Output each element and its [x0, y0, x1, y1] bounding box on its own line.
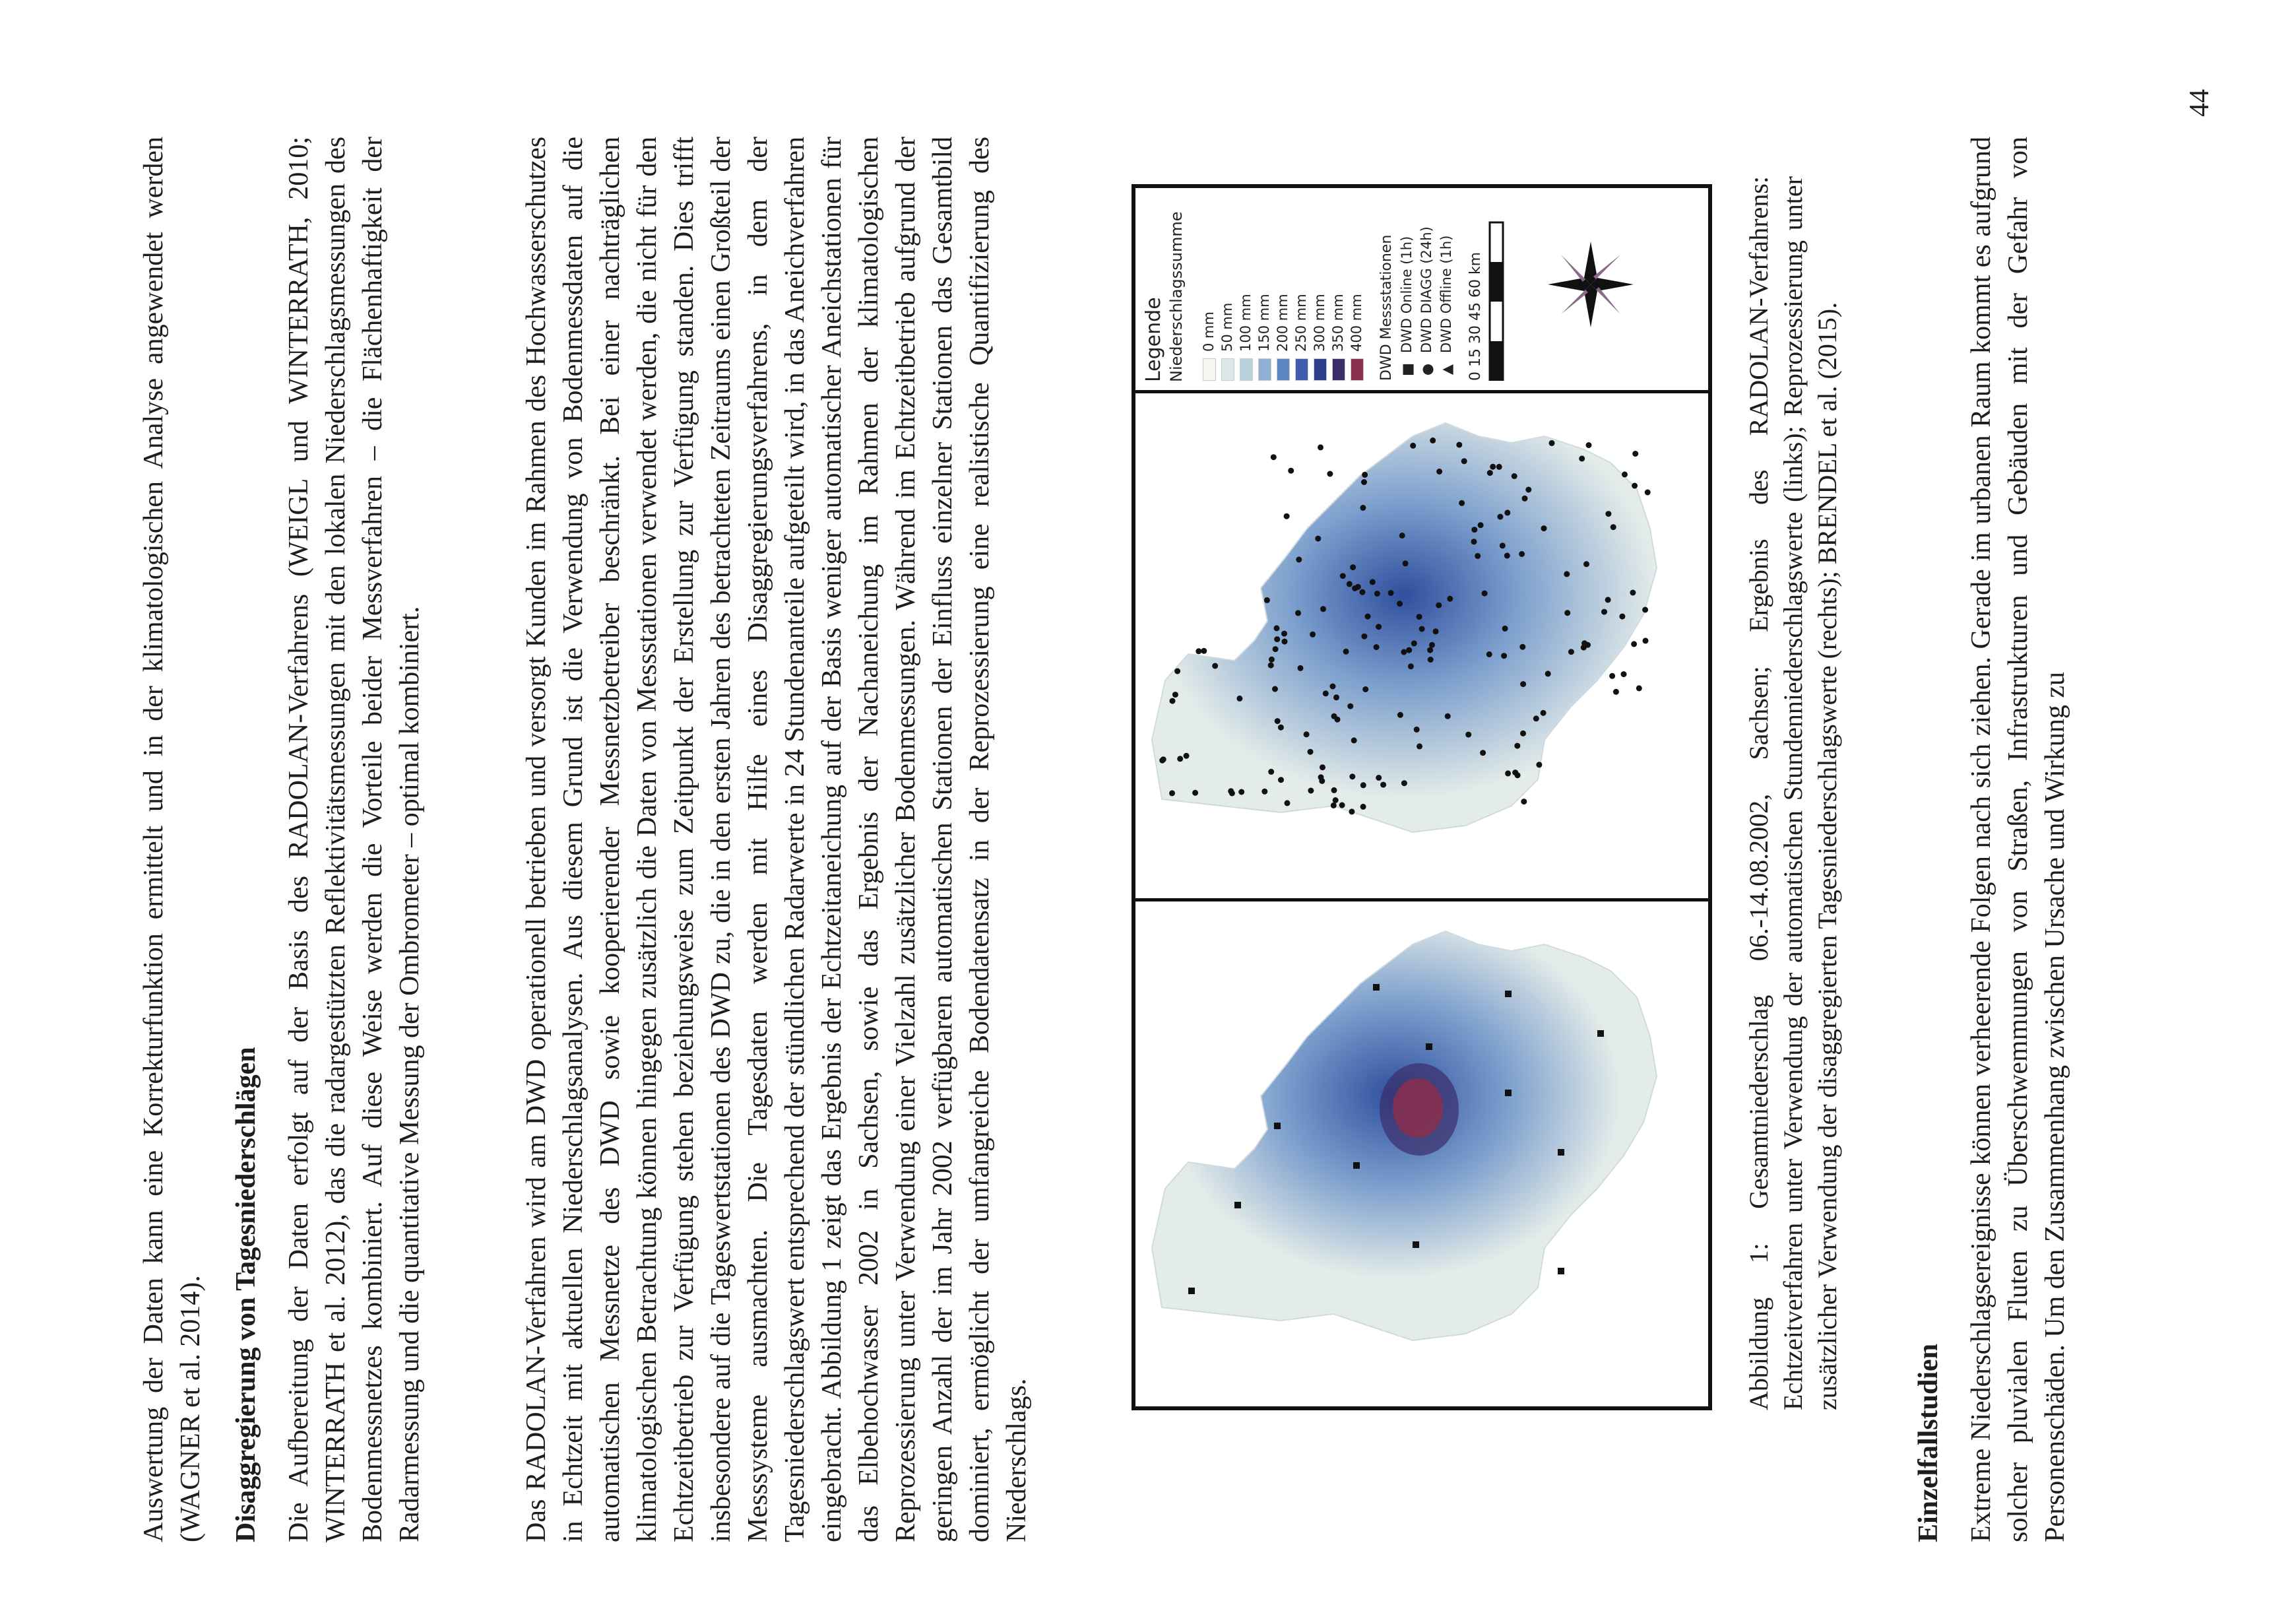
station-dot	[1285, 800, 1291, 806]
station-dot	[1274, 636, 1280, 642]
station-dot	[1271, 454, 1277, 460]
station-dot	[1380, 782, 1386, 788]
station-dot	[1490, 464, 1496, 470]
legend-class-row	[1349, 294, 1364, 381]
station-dot	[1360, 505, 1366, 511]
station-dot	[1272, 686, 1278, 692]
map-realtime-svg	[1135, 901, 1708, 1406]
station-dot	[1361, 479, 1367, 485]
station-dot	[1374, 644, 1380, 650]
station-dot	[1397, 601, 1403, 606]
station-dot	[1632, 451, 1638, 457]
station-dot	[1519, 644, 1525, 650]
legend-class-row	[1201, 311, 1216, 381]
station-dot	[1621, 671, 1627, 677]
figure-caption: Abbildung 1: Gesamtniederschlag 06.-14.08.2002, Sachsen; Ergebnis des RADOLAN-Verfahrens: Echtzeitverfahren unter Verwendung der automatischen Stundenniederschlagswerte (links); Reprozessierung unter zusätzlicher Verwendung der disaggregierten Tagesniederschlagswerte (rechts); BRENDEL et al. (2015).	[1744, 176, 1842, 1410]
legend-station-label: DWD Online (1h)	[1399, 236, 1415, 353]
station-dot	[1505, 770, 1511, 776]
station-dot	[1475, 553, 1481, 559]
station-dot	[1161, 756, 1166, 762]
station-dot	[1643, 638, 1649, 643]
station-dot	[1236, 696, 1242, 702]
section-disaggregation	[228, 137, 265, 1542]
station-dot	[1417, 743, 1422, 749]
paragraph-1	[280, 137, 428, 1542]
station-dot	[1331, 713, 1337, 719]
station-dot	[1177, 756, 1183, 762]
legend-class-row	[1275, 294, 1290, 381]
station-dot	[1360, 804, 1366, 810]
station-dot	[1264, 597, 1270, 603]
station-marker-icon: ■	[1399, 363, 1415, 376]
station-dot	[1497, 514, 1503, 520]
station-dot	[1520, 681, 1526, 687]
station-dot	[1619, 614, 1625, 620]
station-dot	[1533, 715, 1539, 721]
station-dot	[1519, 551, 1525, 557]
legend-swatch	[1221, 358, 1234, 381]
saxony-outline-right	[1152, 423, 1657, 832]
legend-swatch	[1258, 358, 1271, 381]
station-dot	[1192, 790, 1198, 796]
station-dot	[1601, 609, 1607, 615]
station-dot	[1419, 626, 1425, 632]
paragraph-3-text: Extreme Niederschlagsereignisse können verheerende Folgen nach sich ziehen. Gerade im urbanen Raum kommt es aufgrund solcher pluvialen Fluten zu Überschwemmungen von Straßen, Infrastrukturen und Gebäuden mit der Gefahr von Personenschäden. Um den Zusammenhang zwischen Ursache und Wirkung zu	[1966, 137, 2070, 1542]
station-dot	[1361, 634, 1367, 639]
station-dot	[1613, 689, 1619, 695]
station-dot	[1274, 625, 1280, 631]
station-dot	[1630, 590, 1636, 596]
station-dot	[1536, 762, 1542, 768]
station-dot	[1610, 524, 1616, 530]
station-dot	[1568, 649, 1574, 655]
station-dot	[1429, 642, 1435, 648]
station-dot	[1308, 749, 1314, 755]
legend-swatch	[1203, 358, 1216, 381]
station-dot	[1349, 773, 1355, 779]
station-dot	[1362, 686, 1368, 692]
station-dot	[1417, 614, 1422, 620]
station-dot	[1622, 471, 1628, 477]
heading-disaggregation: Disaggregierung von Tagesniederschlägen	[231, 1047, 261, 1542]
station-dot	[1411, 640, 1417, 646]
station-dot	[1642, 607, 1648, 613]
station-dot	[1360, 782, 1366, 788]
station-dot	[1512, 473, 1517, 479]
station-dot	[1347, 704, 1353, 709]
scale-bar-label: 0 15 30 45 60 km	[1467, 251, 1484, 381]
station-dot	[1428, 657, 1434, 663]
paragraph-2	[518, 137, 1035, 1542]
station-dot	[1636, 685, 1642, 691]
station-dot	[1333, 694, 1339, 700]
station-dot	[1522, 496, 1528, 502]
station-dot	[1323, 690, 1329, 696]
station-dot	[1174, 669, 1180, 674]
station-dot	[1288, 468, 1294, 474]
legend-swatch	[1277, 358, 1290, 381]
legend-class-row	[1294, 294, 1308, 381]
station-dot	[1298, 665, 1304, 671]
legend-station-label: DWD Offline (1h)	[1438, 235, 1454, 353]
station-dot	[1579, 455, 1585, 461]
station-dot	[1525, 487, 1531, 493]
legend-class-label: 150 mm	[1256, 294, 1272, 352]
station-dot	[1333, 797, 1339, 803]
figure-1	[1132, 184, 1712, 1410]
station-dot	[1304, 731, 1310, 737]
legend-swatch	[1332, 358, 1345, 381]
station-dot	[1282, 639, 1288, 645]
station-dot	[1501, 653, 1507, 659]
station-dot	[1310, 632, 1316, 638]
legend-class-label: 250 mm	[1293, 294, 1309, 352]
station-dot	[1201, 648, 1207, 654]
station-dot	[1545, 671, 1551, 676]
station-dot	[1275, 718, 1281, 724]
station-dot	[1465, 732, 1471, 738]
station-dot	[1212, 663, 1218, 669]
legend-class-label: 0 mm	[1201, 311, 1217, 352]
station-dot	[1169, 790, 1175, 796]
legend-class-label: 200 mm	[1275, 294, 1291, 352]
station-dot	[1261, 789, 1267, 795]
station-dot	[1269, 657, 1275, 663]
station-dot	[1427, 647, 1433, 653]
station-dot	[1541, 525, 1547, 531]
station-dot	[1268, 769, 1274, 775]
station-dot	[1318, 444, 1323, 450]
station-dot	[1351, 737, 1357, 743]
station-dot	[1541, 710, 1547, 716]
station-dot	[1482, 591, 1488, 597]
station-dot	[1320, 606, 1326, 612]
station-dot	[1268, 663, 1274, 669]
station-dot	[1410, 443, 1416, 449]
station-dot	[1330, 684, 1336, 690]
north-arrow-icon	[1545, 238, 1637, 331]
station-dot	[1414, 727, 1420, 733]
map-reprocessed-svg	[1135, 393, 1708, 898]
legend-stations-title: DWD Messstationen	[1378, 234, 1395, 381]
legend-swatch	[1295, 358, 1308, 381]
station-dot	[1327, 471, 1333, 477]
legend-class-label: 300 mm	[1312, 294, 1327, 352]
station-dot	[1504, 553, 1510, 559]
station-dot	[1605, 597, 1611, 603]
station-dot	[1447, 596, 1453, 602]
legend-class-row	[1312, 294, 1327, 381]
station-dot	[1632, 483, 1638, 489]
station-dot	[1430, 438, 1436, 443]
station-dot	[1445, 713, 1451, 719]
legend-subtitle: Niederschlagssumme	[1167, 211, 1186, 382]
station-dot	[1370, 579, 1376, 585]
station-dot	[1196, 648, 1201, 654]
station-dot	[1564, 571, 1570, 577]
station-dot	[1496, 464, 1502, 470]
station-dot	[1320, 764, 1325, 770]
station-dot	[1315, 536, 1321, 542]
paragraph-2-text: Das RADOLAN-Verfahren wird am DWD operationell betrieben und versorgt Kunden im Rahmen des Hochwasserschutzes in Echtzeit mit aktuellen Niederschlagsanalysen. Aus diesem Grund ist die Verwendung von Bodenmessdaten auf die automatischen Messnetze des DWD sowie kooperierender Messnetzbetreiber beschränkt. Bei einer nachträglichen klimatologischen Betrachtung können hingegen zusätzlich die Daten von Messstationen verwendet werden, die nicht für den Echtzeitbetrieb zur Verfügung stehen beziehungsweise zum Zeitpunkt der Erstellung zur Verfügung standen. Dies trifft insbesondere auf die Tageswertstationen des DWD zu, die in den ersten Jahren des betrachteten Zeitraums einen Großteil der Messsysteme ausmachten. Die Tagesdaten werden mit Hilfe eines Disaggregierungsverfahrens, in dem der Tagesniederschlagswert entsprechend der stündlichen Radarwerte in 24 Stundenanteile aufgeteilt wird, in das Aneichverfahren eingebracht. Abbildung 1 zeigt das Ergebnis der Echtzeitaneichung auf der Basis weniger automatischer Aneichstationen für das Elbehochwasser 2002 in Sachsen, sowie das Ergebnis der Nachaneichung im Rahmen der klimatologischen Reprozessierung unter Verwendung einer Vielzahl zusätzlicher Bodenmessungen. Während im Echtzeitbetrieb aufgrund der geringen Anzahl der im Jahr 2002 verfügbaren automatischen Stationen der Einfluss einzelner Stationen das Gesamtbild dominiert, ermöglicht der umfangreiche Bodendatensatz in der Reprozessierung eine realistische Quantifizierung des Niederschlags.	[521, 137, 1032, 1542]
station-dot	[1319, 778, 1325, 784]
station-dot	[1581, 640, 1587, 646]
station-dot	[1408, 663, 1414, 669]
station-dot	[1520, 731, 1526, 737]
station-marker-icon: ●	[1419, 363, 1435, 376]
map-legend	[1135, 188, 1708, 390]
station-dot	[1376, 775, 1382, 781]
station-dot	[1406, 647, 1412, 653]
legend-station-label: DWD DIAGG (24h)	[1419, 226, 1434, 353]
station-dot	[1347, 581, 1353, 587]
paragraph-intro	[135, 137, 209, 1542]
station-dot	[1480, 750, 1486, 756]
legend-class-label: 50 mm	[1219, 302, 1235, 352]
intro-text: Auswertung der Daten kann eine Korrekturfunktion ermittelt und in der klimatologischen Analyse angewendet werden (WAGNER et al. 2014).	[139, 137, 206, 1542]
station-dot	[1583, 561, 1589, 567]
station-dot	[1433, 628, 1439, 634]
station-dot	[1401, 780, 1407, 786]
legend-class-row	[1238, 294, 1253, 381]
station-dot	[1586, 442, 1592, 448]
map-reprocessed	[1135, 390, 1708, 898]
station-dot	[1295, 610, 1301, 616]
station-dot	[1471, 527, 1477, 533]
scale-bar	[1488, 209, 1506, 381]
station-dot	[1459, 500, 1465, 506]
station-marker-icon: ▲	[1439, 364, 1455, 376]
station-dot	[1605, 511, 1611, 517]
legend-swatch	[1351, 358, 1364, 381]
station-dot	[1339, 802, 1345, 808]
station-dot	[1397, 712, 1403, 718]
station-dot	[1308, 788, 1314, 794]
station-dot	[1403, 560, 1409, 566]
station-dot	[1331, 787, 1337, 793]
station-dot	[1456, 442, 1462, 448]
station-dot	[1278, 725, 1284, 731]
station-dot	[1238, 789, 1244, 795]
station-dot	[1609, 673, 1615, 679]
legend-class-row	[1257, 294, 1271, 381]
station-dot	[1388, 590, 1394, 596]
station-dot	[1631, 641, 1637, 647]
station-dot	[1461, 458, 1467, 464]
page-number: 44	[2184, 89, 2215, 117]
station-dot	[1436, 469, 1442, 475]
station-dot	[1184, 753, 1190, 759]
section-case-studies	[1910, 137, 1947, 1542]
legend-class-label: 400 mm	[1349, 294, 1364, 352]
station-dot	[1436, 603, 1442, 608]
rain-peak-left	[1393, 1078, 1443, 1138]
paragraph-3	[1963, 137, 2074, 1542]
station-dot	[1340, 573, 1346, 579]
station-dot	[1471, 539, 1477, 544]
station-dot	[1514, 743, 1520, 749]
station-dot	[1278, 777, 1284, 783]
station-dot	[1362, 472, 1368, 478]
station-dot	[1549, 440, 1555, 446]
station-dot	[1376, 624, 1382, 630]
station-dot	[1504, 509, 1510, 515]
station-dot	[1487, 470, 1493, 476]
station-dot	[1401, 649, 1407, 655]
station-dot	[1172, 692, 1178, 698]
station-dot	[1564, 610, 1570, 616]
station-dot	[1281, 631, 1287, 637]
station-dot	[1502, 626, 1508, 632]
legend-class-label: 350 mm	[1330, 294, 1346, 352]
station-dot	[1352, 585, 1358, 591]
station-dot	[1170, 698, 1176, 704]
legend-station-row	[1419, 226, 1434, 381]
legend-swatch	[1314, 358, 1327, 381]
station-dot	[1296, 556, 1302, 562]
station-dot	[1486, 651, 1492, 657]
station-dot	[1349, 808, 1355, 814]
station-dot	[1284, 513, 1290, 519]
station-dot	[1343, 649, 1349, 655]
legend-class-row	[1331, 294, 1345, 381]
legend-station-row	[1399, 236, 1414, 381]
legend-class-row	[1220, 303, 1234, 381]
station-dot	[1500, 542, 1506, 548]
station-dot	[1350, 564, 1356, 570]
map-realtime	[1135, 898, 1708, 1406]
station-dot	[1512, 770, 1518, 775]
station-dot	[1645, 490, 1651, 496]
station-dot	[1374, 591, 1380, 597]
legend-class-label: 100 mm	[1238, 294, 1254, 352]
paragraph-1-text: Die Aufbereitung der Daten erfolgt auf der Basis des RADOLAN-Verfahrens (WEIGL und WINTERRATH, 2010; WINTERRATH et al. 2012), das die radargestützten Reflektivitätsmessungen mit den lokalen Niederschlagsmessungen des Bodenmessnetzes kombiniert. Auf diese Weise werden die Vorteile beider Messverfahren – die Flächenhaftigkeit der Radarmessung und die quantitative Messung der Ombrometer – optimal kombiniert.	[284, 137, 425, 1542]
station-dot	[1360, 589, 1366, 595]
station-dot	[1521, 799, 1527, 804]
station-dot	[1229, 791, 1235, 797]
station-dot	[1273, 646, 1279, 652]
legend-swatch	[1240, 358, 1253, 381]
station-dot	[1365, 614, 1371, 620]
legend-station-row	[1439, 236, 1453, 381]
station-dot	[1478, 522, 1484, 528]
heading-case-studies: Einzelfallstudien	[1913, 1343, 1944, 1542]
legend-title: Legende	[1142, 297, 1165, 382]
station-dot	[1331, 802, 1337, 808]
station-dot	[1399, 533, 1405, 539]
